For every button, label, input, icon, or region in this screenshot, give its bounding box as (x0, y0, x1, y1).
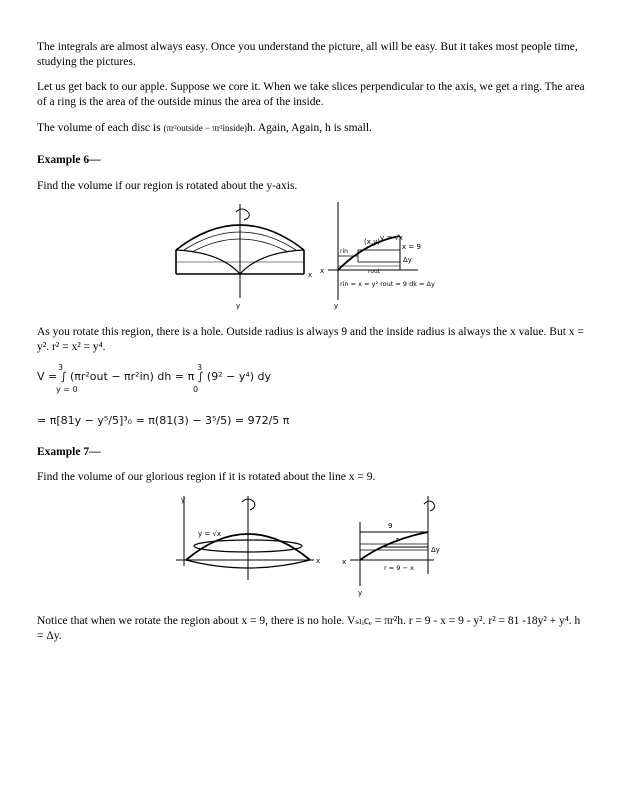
rotation-arrow-icon (424, 501, 435, 511)
top-label: 9 (388, 522, 393, 530)
rout-label: rout (368, 268, 381, 275)
disc-volume-tail: h. Again, Again, h is small. (247, 122, 372, 134)
example-6-region-figure (318, 200, 458, 312)
axis-y-label: y (181, 496, 186, 504)
limit-lower-1: y = 0 (56, 385, 78, 394)
dy-label: Δy (403, 256, 412, 264)
point-label: (x,y) (364, 238, 380, 246)
axis-y-label: y (236, 302, 241, 310)
limit-upper-1: 3 (58, 363, 64, 372)
example-6-evaluation: = π[81y − y⁵/5]³₀ = π(81(3) − 3⁵/5) = 972/5 π (37, 414, 290, 427)
example-7-heading: Example 7— (37, 446, 101, 458)
disc-volume-formula: (πr²outside − πr²inside) (163, 123, 248, 133)
example-6-explanation: As you rotate this region, there is a hole. Outside radius is always 9 and the inside radius is always the x value. But x = y². r² = x² = y⁴. (37, 326, 584, 353)
dy-label: Δy (431, 546, 440, 554)
example-7-prompt: Find the volume of our glorious region if it is rotated about the line x = 9. (37, 471, 376, 483)
rotation-arrow-icon (236, 209, 249, 220)
x9-label: x = 9 (402, 243, 421, 251)
disc-volume-lead: The volume of each disc is (37, 122, 161, 134)
curve-label: y = √x (380, 234, 404, 242)
rin-label: rin (340, 248, 348, 255)
r-label: r (396, 536, 399, 544)
example-6-heading: Example 6— (37, 154, 101, 166)
limit-lower-2: 0 (193, 385, 199, 394)
example-6-integral: V = ∫ (πr²out − πr²in) dh = π ∫ (9² − y⁴) dy (37, 370, 272, 383)
limit-upper-2: 3 (197, 363, 203, 372)
axis-x-label: x (308, 271, 313, 279)
axis-y-label-right: y (334, 302, 339, 310)
example-6-solid-figure (170, 200, 313, 312)
example-7-region-figure (338, 494, 448, 598)
example-7-explanation: Notice that when we rotate the region about x = 9, there is no hole. Vₛₗᵢcₑ = πr²h. r = 9 - x = 9 - y². r² = 81 -18y² + y⁴. h = Δy. (37, 615, 581, 642)
axis-x-label-right: x (320, 267, 325, 275)
curve-label: y = √x (198, 530, 222, 538)
apple-paragraph: Let us get back to our apple. Suppose we core it. When we take slices perpendicular to the axis, we get a ring. The area of a ring is the area of the outside minus the area of the inside. (37, 81, 585, 108)
axis-x-label: x (316, 557, 321, 565)
example-7-solid-figure (172, 492, 322, 584)
intro-paragraph: The integrals are almost always easy. Once you understand the picture, all will be easy. But it takes most people time, studying the pictures. (37, 41, 578, 68)
axis-x-label-right: x (342, 558, 347, 566)
example-6-prompt: Find the volume if our region is rotated about the y-axis. (37, 180, 298, 192)
disc-volume-paragraph (37, 121, 585, 136)
bottom-relation-label: r = 9 − x (384, 564, 414, 572)
axis-y-label-right: y (358, 589, 363, 597)
bottom-relations-label: rin = x = y² rout = 9 dk = Δy (340, 280, 435, 288)
